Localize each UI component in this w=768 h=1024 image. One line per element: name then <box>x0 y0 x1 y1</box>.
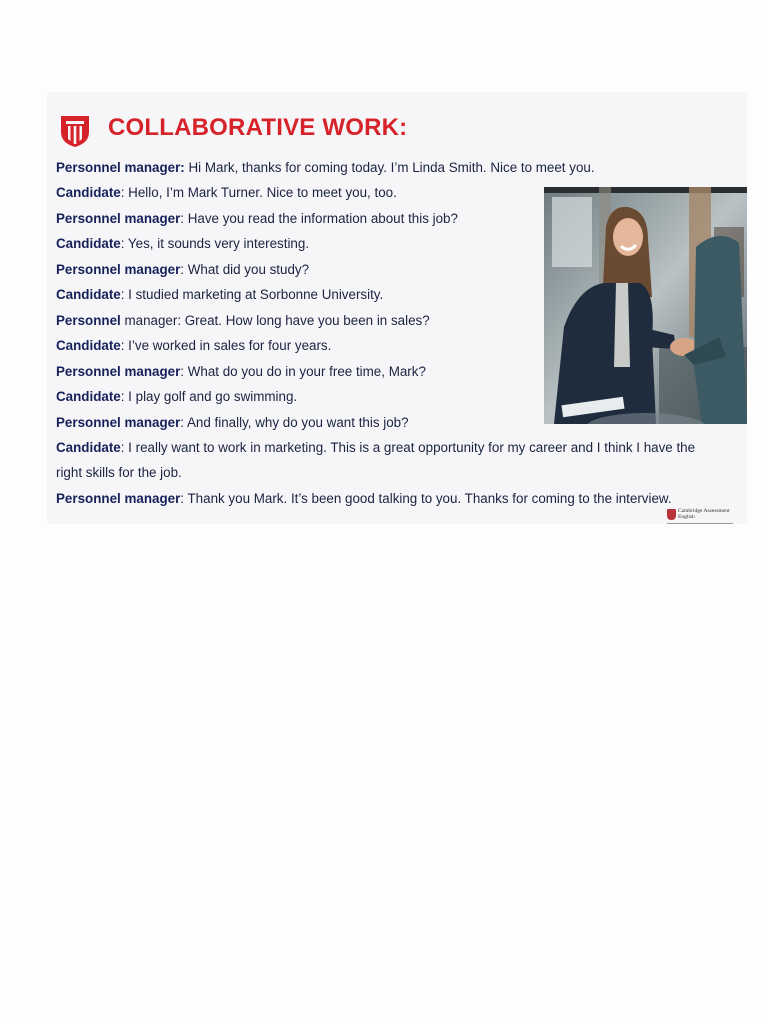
line-text: : I really want to work in marketing. This is a great opportunity for my career and I think I have the <box>120 440 696 455</box>
speaker-label: Candidate <box>56 236 121 251</box>
speaker-label: Candidate <box>56 338 121 353</box>
speaker-label: Candidate <box>56 185 121 200</box>
line-text: : And finally, why do you want this job? <box>180 415 409 430</box>
speaker-label: Personnel manager <box>56 415 181 430</box>
speaker-label: Candidate <box>56 389 121 404</box>
slide <box>47 92 747 524</box>
cambridge-assessment-logo <box>667 508 733 522</box>
dialogue-line <box>56 440 695 455</box>
speaker-label: Personnel <box>56 313 121 328</box>
brand-name: Cambridge Assessment <box>678 508 730 514</box>
speaker-label: Personnel manager <box>56 262 181 277</box>
dialogue-line <box>56 185 397 200</box>
line-text: : I studied marketing at Sorbonne University. <box>120 287 384 302</box>
speaker-label: Personnel manager <box>56 211 181 226</box>
line-text: : I play golf and go swimming. <box>120 389 298 404</box>
line-text: : Yes, it sounds very interesting. <box>120 236 310 251</box>
handshake-photo <box>544 187 747 424</box>
crest-icon <box>667 509 676 520</box>
brand-subname: English <box>678 514 695 520</box>
dialogue-line <box>56 389 297 404</box>
slide-title: COLLABORATIVE WORK: <box>108 114 408 141</box>
line-text: Hi Mark, thanks for coming today. I’m Linda Smith. Nice to meet you. <box>184 160 595 175</box>
line-text: : What did you study? <box>180 262 310 277</box>
dialogue-line <box>56 236 309 251</box>
dialogue-line <box>56 287 383 302</box>
speaker-label: Candidate <box>56 440 121 455</box>
line-text: right skills for the job. <box>56 465 182 480</box>
line-text: : Hello, I’m Mark Turner. Nice to meet you, too. <box>120 185 397 200</box>
line-text: : Thank you Mark. It’s been good talking to you. Thanks for coming to the interview. <box>180 491 672 506</box>
dialogue-line <box>56 313 430 328</box>
speaker-label: Personnel manager <box>56 364 181 379</box>
line-text: : What do you do in your free time, Mark? <box>180 364 426 379</box>
dialogue-line <box>56 338 331 353</box>
line-text: : Have you read the information about this job? <box>180 211 458 226</box>
dialogue-line <box>56 491 672 506</box>
dialogue-line <box>56 160 595 175</box>
speaker-label: Personnel manager <box>56 491 181 506</box>
dialogue-line <box>56 262 309 277</box>
speaker-label: Candidate <box>56 287 121 302</box>
university-logo-icon <box>59 112 91 148</box>
dialogue-line <box>56 415 409 430</box>
speaker-label: Personnel manager: <box>56 160 185 175</box>
line-text: : I’ve worked in sales for four years. <box>120 338 332 353</box>
dialogue-line <box>56 211 458 226</box>
line-text: manager: Great. How long have you been in sales? <box>120 313 430 328</box>
dialogue-line <box>56 364 426 379</box>
divider <box>667 523 733 524</box>
dialogue-line <box>56 465 182 480</box>
